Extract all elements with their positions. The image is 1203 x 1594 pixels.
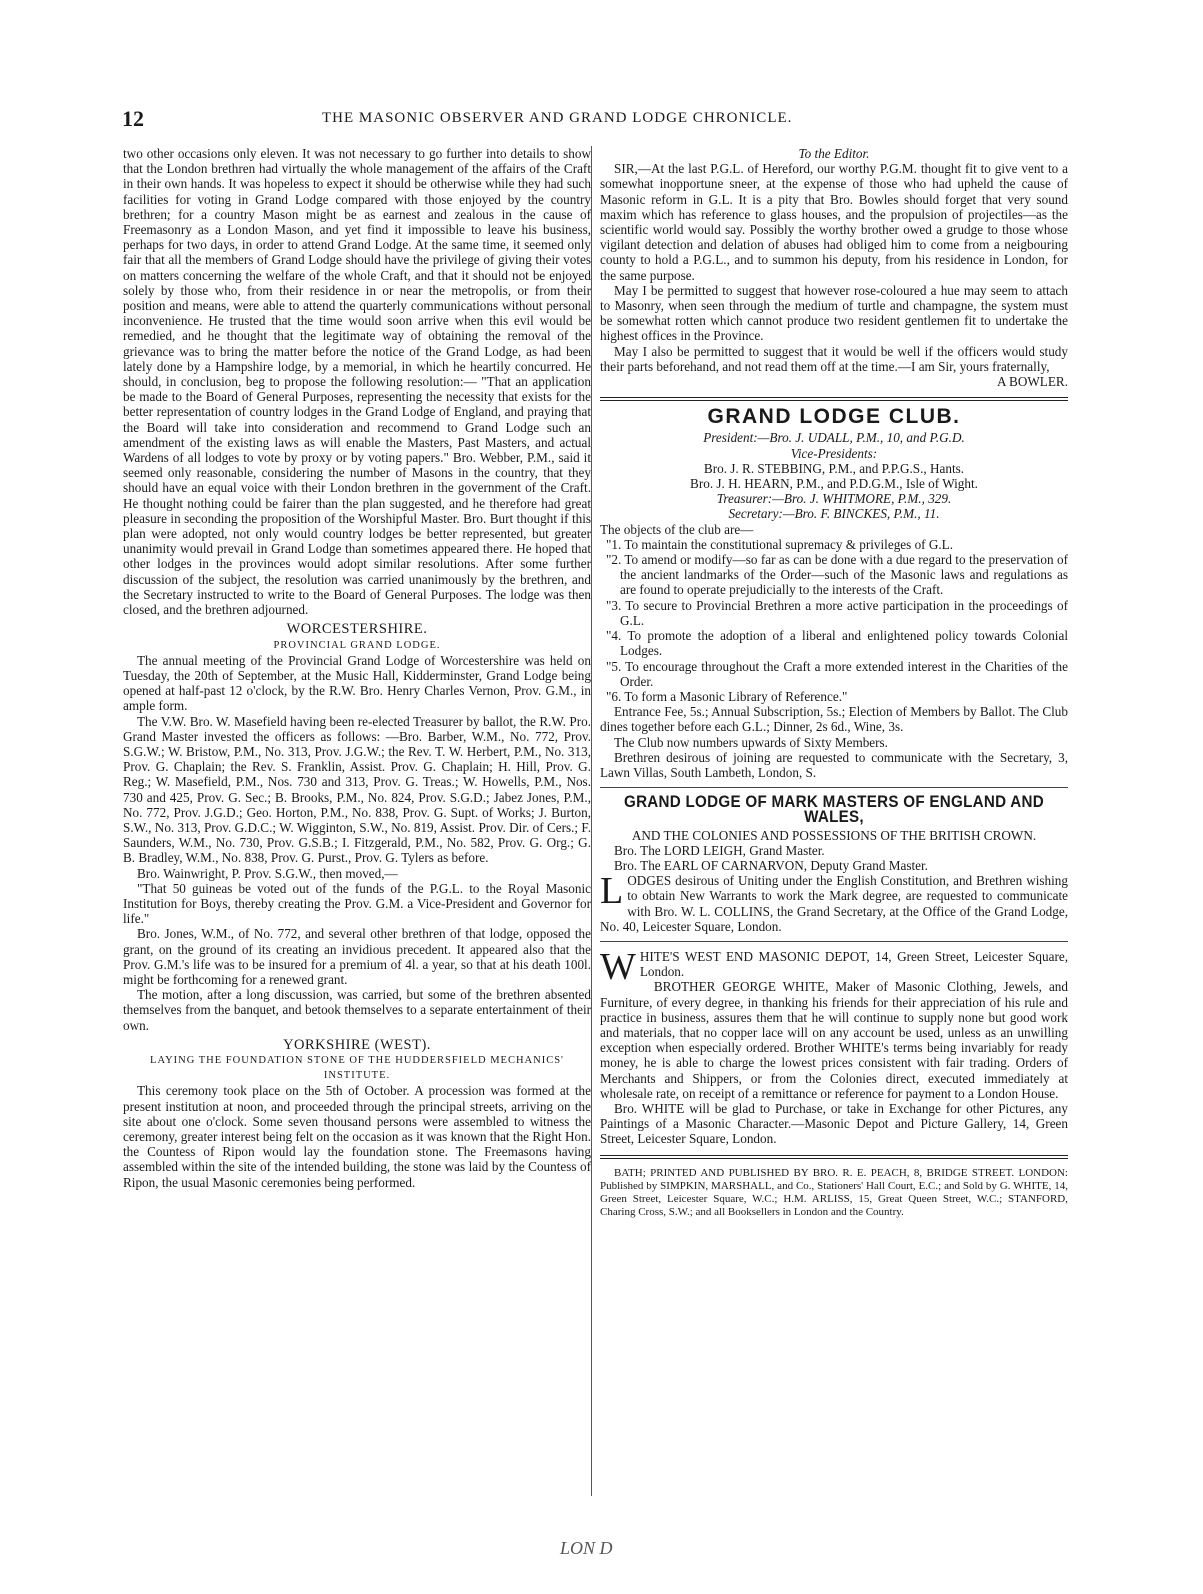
mark-masters-subtitle: AND THE COLONIES AND POSSESSIONS OF THE BRITISH CROWN.: [631, 827, 1037, 843]
club-object: "2. To amend or modify—so far as can be done with a due regard to the preservation of the ancient landmarks of the Order—such of the Masonic laws and regulations as are found to operate prejudicially to the interests of the Craft.: [606, 552, 1068, 598]
club-title: GRAND LODGE CLUB.: [707, 405, 961, 429]
white-depot-heading-text: HITE'S WEST END MASONIC DEPOT, 14, Green Street, Leicester Square, London.: [639, 948, 1068, 980]
page-number: 12: [122, 106, 144, 131]
paragraph: "That 50 guineas be voted out of the funds of the P.G.L. to the Royal Masonic Institution for Boys, thereby creating the Prov. G.M. a Vice-President and Governor for life.": [123, 880, 591, 927]
club-secretary: Secretary:—Bro. F. BINCKES, P.M., 11.: [728, 506, 940, 522]
mark-notice-text: ODGES desirous of Uniting under the English Constitution, and Brethren wishing to obtain New Warrants to work the Mark degree, are requested to communicate with Bro. W. L. COLLINS, the Grand Secretary, at the Office of the Grand Lodge, No. 40, Leicester Square, London.: [600, 873, 1068, 934]
yorkshire-heading: YORKSHIRE (WEST).: [283, 1036, 431, 1053]
paragraph: The V.W. Bro. W. Masefield having been re-elected Treasurer by ballot, the R.W. Pro. Grand Master invested the officers as follows: —Bro. Barber, W.M., No. 772, Prov. S.G.W.; W. Bristow, P.M., No. 313, Prov. J.G.W.; the Rev. T. W. Herbert, P.M., No. 313, Prov. G. Chaplain; the Rev. S. Franklin, Assist. Prov. G. Chaplain; H. Hill, Prov. G. Reg.; W. Masefield, P.M., Nos. 730 and 313, Prov. G. Treas.; W. Howells, P.M., Nos. 730 and 425, Prov. G. Sec.; B. Brooks, P.M., No. 824, Prov. S.G.D.; Jabez Jones, P.M., No. 772, Prov. J.G.D.; Geo. Horton, P.M., No. 838, Prov. G. Supt. of Works; J. Burton, S.W., No. 313, Prov. G.D.C.; W. Wigginton, S.W., No. 819, Assist. Prov. Dir. of Cers.; F. Saunders, W.M., No. 730, Prov. G.S.B.; I. Fitzgerald, P.M., No. 582, Prov. G. Org.; G. B. Bradley, W.M., No. 838, Prov. G. Purst., Prov. G. Tylers as before.: [123, 713, 591, 866]
club-object: "6. To form a Masonic Library of Reference.": [606, 688, 848, 704]
mark-notice: [600, 870, 1068, 934]
worcestershire-heading: WORCESTERSHIRE.: [286, 621, 428, 638]
right-column: [600, 146, 1068, 1219]
white-depot-heading: [600, 945, 1068, 988]
running-title: THE MASONIC OBSERVER AND GRAND LODGE CHRONICLE.: [322, 110, 793, 126]
drop-cap: W: [600, 945, 636, 988]
section-rule: [600, 941, 1068, 942]
letter-paragraph: May I be permitted to suggest that however rose-coloured a hue may seem to attach to Masonry, when seen through the medium of turtle and champagne, the system must be somewhat rotten which cannot produce two resident gentlemen fit to undertake the highest offices in the Province.: [600, 282, 1068, 344]
club-fees: Entrance Fee, 5s.; Annual Subscription, 5s.; Election of Members by Ballot. The Club dines together before each G.L.; Dinner, 2s 6d., Wine, 3s.: [600, 704, 1068, 735]
club-object: "5. To encourage throughout the Craft a more extended interest in the Charities of the Order.: [606, 658, 1068, 689]
mark-deputy-grand-master: Bro. The EARL OF CARNARVON, Deputy Grand Master.: [614, 857, 928, 873]
club-object: "4. To promote the adoption of a liberal and enlightened policy towards Colonial Lodges.: [606, 628, 1068, 659]
club-vp-label: Vice-Presidents:: [790, 445, 878, 461]
left-column: [123, 146, 591, 1190]
meeting-report-text: two other occasions only eleven. It was not necessary to go further into details to show that the London brethren had virtually the whole management of the affairs of the Craft in their own hands. It was hopeless to expect it should be otherwise while they had such facilities for voting in Grand Lodge compared with those enjoyed by the country brethren; for a country Mason might be as earnest and zealous in the cause of Freemasonry as a London Mason, and yet find it impossible to leave his business, perhaps for two days, in order to attend Grand Lodge. At the same time, it seemed only fair that all the members of Grand Lodge should have the privilege of giving their votes on matters concerning the welfare of the whole Craft, and that it should not be enjoyed solely by those who, from their residence in or near the metropolis, or from their position and means, were able to attend the quarterly communications without personal inconvenience. He trusted that the time would soon arrive when this evil would be remedied, and he thought that the legitimate way of obtaining the removal of the grievance was to bring the matter before the notice of the Grand Lodge, as had been lately done by a Hampshire lodge, by a memorial, in which he heartily concurred. He should, in conclusion, beg to propose the following resolution:— "That an application be made to the Board of General Purposes, representing the necessity that exists for the better representation of country lodges in the Grand Lodge of England, and praying that the Board will take into consideration and recommend to Grand Lodge such an amendment of the existing laws as will enable the Masters, Past Masters, and actual Wardens of all lodges to vote by proxy or by voting papers." Bro. Webber, P.M., said it seemed only reasonable, considering the number of Masons in the country, that they should have an equal voice with their London brethren in the government of the Craft. He thought nothing could be fairer than the plan suggested, and he therefore had great pleasure in seconding the proposition of the Worshipful Master. Bro. Burt thought if this plan were adopted, not only would country lodges be better represented, but greater unanimity would prevail in Grand Lodge than sometimes appeared there. He hoped that other lodges in the provinces would adopt similar resolutions. After some further discussion of the subject, the resolution was carried unanimously by the brethren, and the Secretary instructed to write to the Board of General Purposes. The lodge was then closed, and the brethren adjourned.: [123, 146, 591, 618]
paragraph: The annual meeting of the Provincial Grand Lodge of Worcestershire was held on Tuesday, the 20th of September, at the Music Hall, Kidderminster, Grand Lodge being opened at half-past 12 o'clock, by the R.W. Bro. Henry Charles Vernon, Prov. G.M., in ample form.: [123, 652, 591, 714]
section-rule: [600, 1155, 1068, 1159]
letter-signature: A BOWLER.: [996, 374, 1068, 390]
white-depot-paragraph: BROTHER GEORGE WHITE, Maker of Masonic Clothing, Jewels, and Furniture, of every degree, in thanking his friends for their appreciation of his rule and practice in business, assures them that he will continue to supply none but good work and materials, that no copper lace will on any account be used, unless as an unwilling exception when especially ordered. Brother WHITE's terms being invariably for ready money, he is able to charge the lowest prices consistent with fair trading. Orders of Merchants and Shippers, or from the Colonies direct, executed immediately at wholesale rate, on receipt of a remittance or reference for payment to a London House.: [600, 979, 1068, 1101]
letter-paragraph: SIR,—At the last P.G.L. of Hereford, our worthy P.G.M. thought fit to give vent to a somewhat inopportune sneer, at the expense of those who had upheld the cause of Masonic reform in G.L. It is a pity that Bro. Bowles should forget that very sound maxim which has reference to glass houses, and the propulsion of projectiles—as the scientific world would say. Possibly the worthy brother owed a grudge to those whose vigilant detection and delation of abuses had obliged him to come from a neigbouring county to hold a P.G.L., and to summon his deputy, from his residence in London, for the same purpose.: [600, 161, 1068, 283]
club-treasurer: Treasurer:—Bro. J. WHITMORE, P.M., 329.: [716, 491, 952, 507]
club-vp: Bro. J. R. STEBBING, P.M., and P.P.G.S., Hants.: [703, 460, 965, 476]
paragraph: The motion, after a long discussion, was carried, but some of the brethren absented themselves from the banquet, and betook themselves to a separate entertainment of their own.: [123, 987, 591, 1033]
library-stamp: LON D: [560, 1538, 613, 1558]
white-depot-paragraph: Bro. WHITE will be glad to Purchase, or take in Exchange for other Pictures, any Paintings of a Masonic Character.—Masonic Depot and Picture Gallery, 14, Green Street, Leicester Square, London.: [600, 1100, 1068, 1147]
paragraph: Bro. Jones, W.M., of No. 772, and several other brethren of that lodge, opposed the grant, on the ground of its creating an invidious precedent. It appeared also that the Prov. G.M.'s life was to be insured for a premium of 4l. a year, so that at his death 100l. might be forthcoming for a renewed grant.: [123, 926, 591, 987]
club-numbers: The Club now numbers upwards of Sixty Members.: [614, 734, 888, 750]
section-rule: [600, 787, 1068, 788]
club-contact: Brethren desirous of joining are requested to communicate with the Secretary, 3, Lawn Villas, South Lambeth, London, S.: [600, 749, 1068, 780]
imprint: BATH; PRINTED AND PUBLISHED BY BRO. R. E. PEACH, 8, BRIDGE STREET. LONDON: Published by SIMPKIN, MARSHALL, and Co., Stationers' Hall Court, E.C.; and Sold by G. WHITE, 14, Green Street, Leicester Square, W.C.; H.M. ARLISS, 15, Great Queen Street, W.C.; STANFORD, Charing Cross, S.W.; and all Booksellers in London and the Country.: [600, 1166, 1068, 1218]
mark-masters-title: GRAND LODGE OF MARK MASTERS OF ENGLAND AND WALES,: [623, 793, 1045, 827]
mark-grand-master: Bro. The LORD LEIGH, Grand Master.: [614, 842, 825, 858]
club-objects-intro: The objects of the club are—: [600, 521, 754, 537]
column-divider: [591, 146, 592, 1496]
worcestershire-subheading: PROVINCIAL GRAND LODGE.: [273, 639, 441, 651]
club-object: "1. To maintain the constitutional supremacy & privileges of G.L.: [606, 536, 954, 552]
club-object: "3. To secure to Provincial Brethren a more active participation in the proceedings of G.L.: [606, 597, 1068, 628]
yorkshire-subheading: LAYING THE FOUNDATION STONE OF THE HUDDERSFIELD MECHANICS' INSTITUTE.: [150, 1054, 564, 1082]
section-rule: [600, 397, 1068, 401]
paragraph: Bro. Wainwright, P. Prov. S.G.W., then moved,—: [137, 865, 398, 881]
page-header: [122, 106, 1082, 132]
paragraph: This ceremony took place on the 5th of October. A procession was formed at the present institution at noon, and proceeded through the principal streets, arriving on the site about one o'clock. Some seven thousand persons were assembled to witness the ceremony, greater interest being felt on the occasion as it was known that the Right Hon. the Countess of Ripon would lay the foundation stone. The Freemasons having assembled within the site of the intended building, the stone was laid by the Countess of Ripon, the usual Masonic ceremonies being performed.: [123, 1083, 591, 1190]
club-vp: Bro. J. H. HEARN, P.M., and P.D.G.M., Isle of Wight.: [690, 476, 978, 492]
drop-cap: L: [600, 870, 624, 913]
letter-heading: To the Editor.: [798, 146, 870, 161]
letter-paragraph: May I also be permitted to suggest that it would be well if the officers would study their parts beforehand, and not read them off at the time.—I am Sir, yours fraternally,: [600, 343, 1068, 374]
club-president: President:—Bro. J. UDALL, P.M., 10, and P.G.D.: [703, 430, 965, 446]
